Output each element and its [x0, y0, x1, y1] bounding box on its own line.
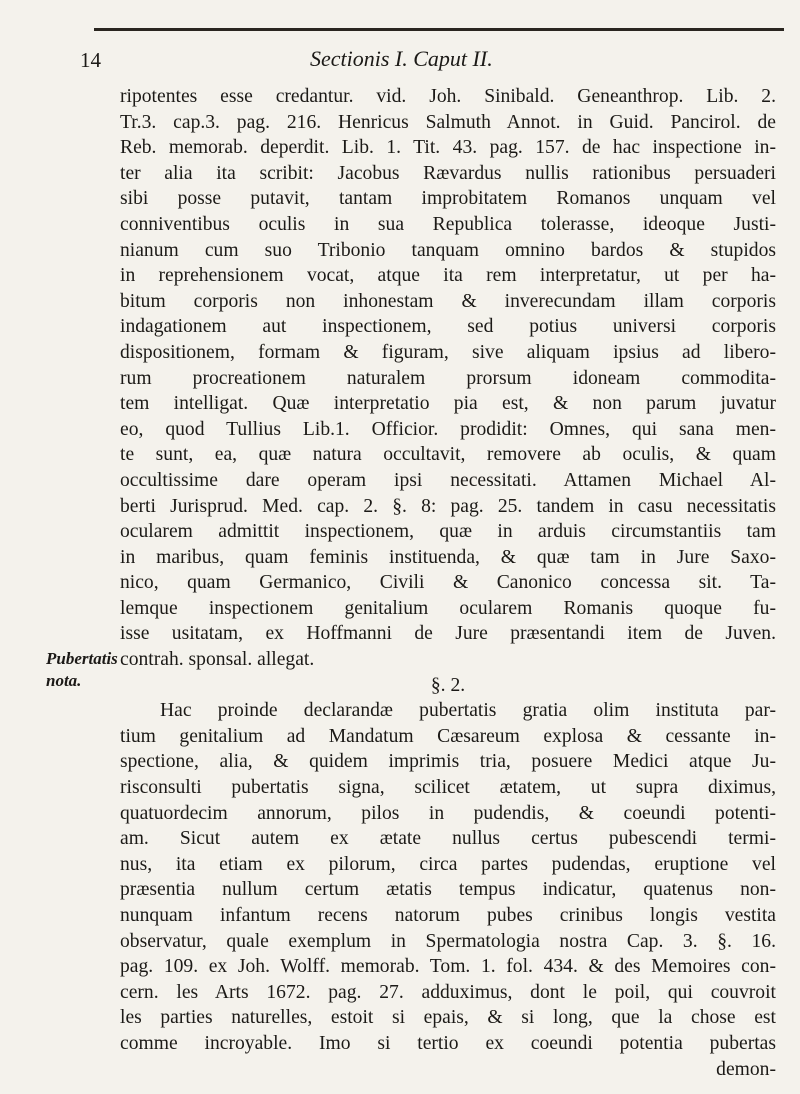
text-line: nus, ita etiam ex pilorum, circa partes pudendas, eruptione vel	[120, 853, 776, 875]
text-line: Reb. memorab. deperdit. Lib. 1. Tit. 43. pag. 157. de hac inspectione in-	[120, 137, 776, 159]
margin-note-line: nota.	[46, 671, 82, 690]
text-line: nianum cum suo Tribonio tanquam omnino bardos & stupidos	[120, 239, 776, 261]
page-header	[80, 44, 770, 78]
body-text	[120, 84, 776, 1082]
text-line: les parties naturelles, estoit si epais, & si long, que la chose est	[120, 1007, 776, 1029]
section-mark: §. 2.	[430, 674, 466, 696]
text-line: tem intelligat. Quæ interpretatio pia est, & non parum juvatur	[120, 393, 776, 415]
page-number: 14	[80, 48, 101, 72]
text-line: præsentia nullum certum ætatis tempus indicatur, quatenus non-	[120, 879, 776, 901]
margin-note	[46, 648, 116, 692]
running-head: Sectionis I. Caput II.	[310, 46, 493, 71]
text-line: nunquam infantum recens natorum pubes crinibus longis vestita	[120, 905, 776, 926]
text-line: pag. 109. ex Joh. Wolff. memorab. Tom. 1. fol. 434. & des Memoires con-	[120, 956, 776, 978]
text-line: ter alia ita scribit: Jacobus Rævardus nullis rationibus persuaderi	[120, 162, 776, 184]
text-line: bitum corporis non inhonestam & inverecundam illam corporis	[120, 290, 776, 312]
text-line: Tr.3. cap.3. pag. 216. Henricus Salmuth Annot. in Guid. Pancirol. de	[120, 111, 776, 133]
text-line: rum procreationem naturalem prorsum idoneam commodita-	[120, 367, 776, 389]
text-line: risconsulti pubertatis signa, scilicet ætatem, ut supra diximus,	[120, 777, 776, 799]
header-rule	[94, 28, 784, 31]
text-line: occultissime dare operam ipsi necessitati. Attamen Michael Al-	[120, 469, 776, 491]
text-line: tium genitalium ad Mandatum Cæsareum explosa & cessante in-	[120, 725, 776, 747]
text-line: conniventibus oculis in sua Republica tolerasse, ideoque Justi-	[120, 213, 776, 235]
text-line: te sunt, ea, quæ natura occultavit, removere ab oculis, & quam	[120, 444, 776, 466]
text-line: dispositionem, formam & figuram, sive aliquam ipsius ad libero-	[120, 341, 776, 363]
text-line: indagationem aut inspectionem, sed potius universi corporis	[120, 316, 776, 338]
text-line: observatur, quale exemplum in Spermatologia nostra Cap. 3. §. 16.	[120, 930, 776, 952]
text-line: in maribus, quam feminis instituenda, & quæ tam in Jure Saxo-	[120, 546, 776, 568]
text-line: sibi posse putavit, tantam improbitatem Romanos unquam vel	[120, 188, 776, 210]
text-line: spectione, alia, & quidem imprimis tria, posuere Medici atque Ju-	[120, 751, 776, 773]
text-line: berti Jurisprud. Med. cap. 2. §. 8: pag. 25. tandem in casu necessitatis	[120, 495, 776, 517]
text-line: contrah. sponsal. allegat.	[120, 649, 315, 671]
text-line: quatuordecim annorum, pilos in pudendis, & coeundi potenti-	[120, 802, 776, 824]
text-line: comme incroyable. Imo si tertio ex coeundi potentia pubertas	[120, 1032, 776, 1054]
text-line: nico, quam Germanico, Civili & Canonico concessa sit. Ta-	[120, 572, 776, 594]
text-line: in reprehensionem vocat, atque ita rem interpretatur, ut per ha-	[120, 265, 776, 287]
text-line: ocularem admittit inspectionem, quæ in arduis circumstantiis tam	[120, 521, 776, 543]
margin-note-line: Pubertatis	[46, 649, 118, 668]
text-line: isse usitatam, ex Hoffmanni de Jure præsentandi item de Juven.	[120, 623, 776, 645]
catchword: demon-	[716, 1058, 776, 1080]
text-line: lemque inspectionem genitalium ocularem Romanis quoque fu-	[120, 597, 776, 619]
text-line: Hac proinde declarandæ pubertatis gratia olim instituta par-	[160, 700, 776, 722]
text-line: eo, quod Tullius Lib.1. Officior. prodidit: Omnes, qui sana men-	[120, 418, 776, 440]
text-line: cern. les Arts 1672. pag. 27. adduximus, dont le poil, qui couvroit	[120, 981, 776, 1003]
text-line: ripotentes esse credantur. vid. Joh. Sinibald. Geneanthrop. Lib. 2.	[120, 86, 776, 107]
text-line: am. Sicut autem ex ætate nullus certus pubescendi termi-	[120, 828, 776, 850]
